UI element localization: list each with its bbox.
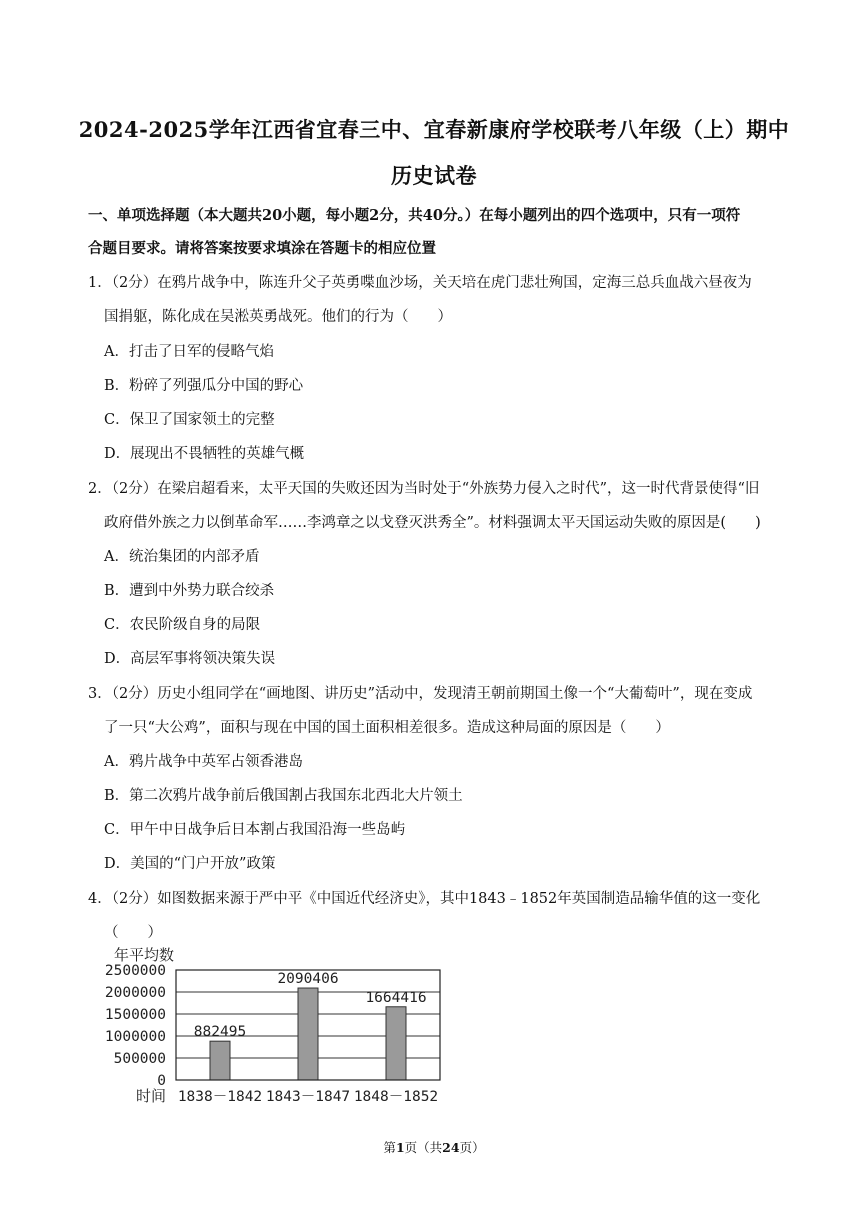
question-3-option-b: B．第二次鸦片战争前后俄国割占我国东北西北大片领土 (104, 788, 463, 804)
section-heading-line1: 一、单项选择题（本大题共20小题，每小题2分，共40分。）在每小题列出的四个选项中，只有一项符 (88, 207, 741, 224)
footer-prefix: 第 (383, 1140, 396, 1155)
footer-page-number: 1 (395, 1140, 405, 1155)
footer-mid: 页（共 (404, 1140, 443, 1155)
question-4-stem-line1: 4．（2分）如图数据来源于严中平《中国近代经济史》，其中1843﹣1852年英国制造品输华值的这一变化 (88, 891, 761, 907)
question-1-stem-line2: 国捐躯，陈化成在吴淞英勇战死。他们的行为（ ） (104, 309, 452, 325)
chart-bar (210, 1041, 230, 1080)
chart-x-tick-label: 1848－1852 (353, 1089, 439, 1105)
question-1-option-b: B．粉碎了列强瓜分中国的野心 (104, 378, 304, 394)
paper-title-line2: 历史试卷 (391, 163, 477, 188)
chart-bar (298, 988, 318, 1080)
chart-x-tick-label: 1843－1847 (265, 1089, 351, 1105)
question-1-option-a: A．打击了日军的侵略气焰 (104, 344, 274, 360)
chart-x-tick-label: 1838－1842 (177, 1089, 263, 1105)
question-1-stem-line1: 1．（2分）在鸦片战争中，陈连升父子英勇喋血沙场，关天培在虎门悲壮殉国，定海三总兵血战六昼夜为 (88, 275, 752, 291)
question-4-stem-line2: （ ） (104, 925, 162, 941)
question-2-option-d: D．高层军事将领决策失误 (104, 651, 276, 667)
question-3-option-c: C．甲午中日战争后日本割占我国沿海一些岛屿 (104, 822, 406, 838)
chart-data-label: 2090406 (277, 971, 339, 988)
question-3-option-d: D．美国的“门户开放”政策 (104, 856, 276, 872)
question-2-stem-line1: 2．（2分）在梁启超看来，太平天国的失败还因为当时处于“外族势力侵入之时代”，这一时代背景使得“旧 (88, 481, 760, 497)
question-1-option-c: C．保卫了国家领土的完整 (104, 412, 275, 428)
question-2-option-a: A．统治集团的内部矛盾 (104, 549, 260, 565)
chart-plot-border (176, 970, 440, 1080)
question-2-option-b: B．遭到中外势力联合绞杀 (104, 583, 275, 599)
chart-y-tick-label: 0 (157, 1073, 166, 1089)
question-3-option-a: A．鸦片战争中英军占领香港岛 (104, 754, 303, 770)
page-footer (0, 1138, 868, 1156)
chart-y-tick-label: 1500000 (104, 1007, 166, 1023)
chart-x-axis-label: 时间 (136, 1087, 167, 1105)
chart-bar (386, 1007, 406, 1080)
section-heading-line2: 合题目要求。请将答案按要求填涂在答题卡的相应位置 (88, 240, 436, 257)
chart-data-label: 882495 (193, 1024, 247, 1041)
question-3-stem-line1: 3．（2分）历史小组同学在“画地图、讲历史”活动中，发现清王朝前期国土像一个“大葡萄叶”，现在变成 (88, 686, 753, 702)
paper-title-line1: 2024-2025学年江西省宜春三中、宜春新康府学校联考八年级（上）期中 (78, 117, 790, 142)
chart-y-tick-label: 2500000 (104, 963, 166, 979)
question-1-option-d: D．展现出不畏牺牲的英雄气概 (104, 446, 305, 462)
question-2-option-c: C．农民阶级自身的局限 (104, 617, 261, 633)
question-2-stem-line2: 政府借外族之力以倒革命军……李鸿章之以戈登灭洪秀全”。材料强调太平天国运动失败的原因是( ) (104, 515, 761, 531)
footer-suffix: 页） (459, 1140, 485, 1155)
chart-data-label: 1664416 (365, 989, 427, 1006)
question-3-stem-line2: 了一只“大公鸡”，面积与现在中国的国土面积相差很多。造成这种局面的原因是（ ） (104, 720, 670, 736)
chart-y-tick-label: 500000 (113, 1051, 166, 1067)
footer-total-pages: 24 (442, 1140, 460, 1155)
chart-y-tick-label: 1000000 (104, 1029, 166, 1045)
chart-y-tick-label: 2000000 (104, 985, 166, 1001)
chart-y-axis-label: 年平均数 (114, 946, 175, 964)
